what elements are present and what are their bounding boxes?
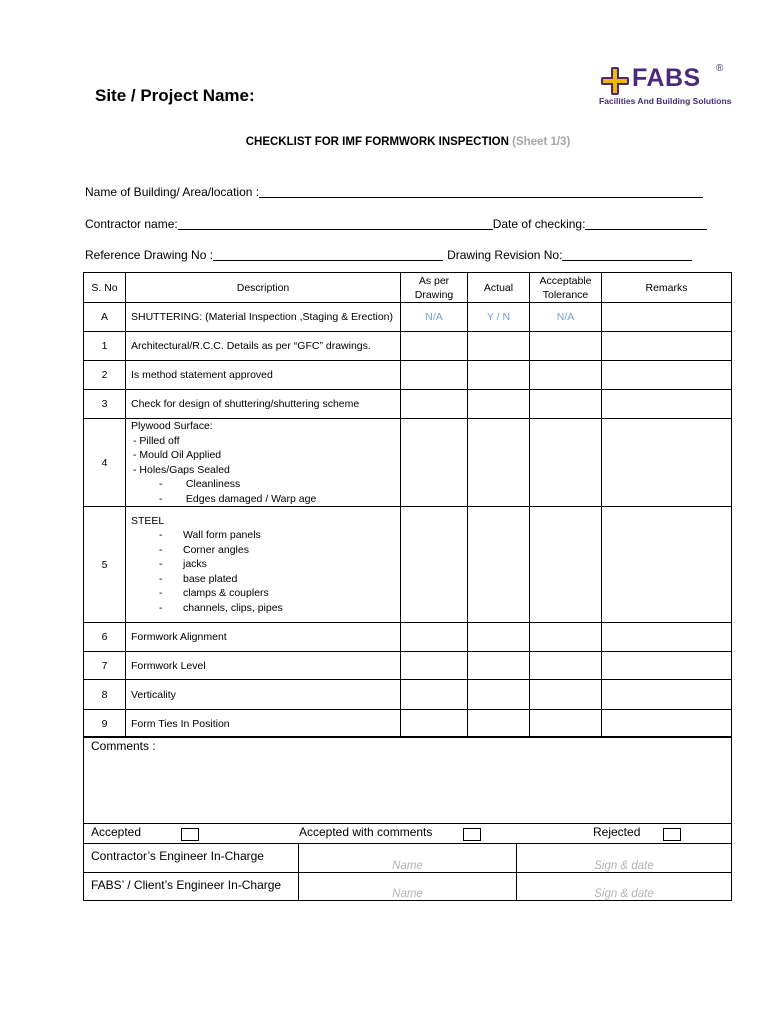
cross-logo-icon	[600, 66, 630, 96]
desc-subline: - clamps & couplers	[159, 587, 269, 600]
header-sno: S. No	[84, 273, 126, 303]
remarks-cell[interactable]	[602, 652, 732, 680]
contractor-input[interactable]	[178, 217, 493, 230]
building-input[interactable]	[259, 185, 703, 198]
table-row	[84, 303, 732, 332]
row-description	[126, 419, 401, 507]
tolerance-cell[interactable]	[530, 507, 602, 623]
table-row	[84, 710, 732, 738]
table-row	[84, 652, 732, 680]
tolerance-cell[interactable]	[530, 332, 602, 361]
row-sno: 3	[84, 390, 126, 419]
remarks-cell[interactable]	[602, 507, 732, 623]
client-name-field[interactable]: Name	[299, 873, 517, 901]
desc-line: Plywood Surface:	[131, 420, 213, 432]
row-description: Verticality	[126, 680, 401, 710]
table-row	[84, 507, 732, 623]
contractor-engineer-label: Contractor’s Engineer In-Charge	[84, 844, 299, 873]
checklist-table	[83, 272, 732, 738]
contractor-sign-field[interactable]: Sign & date	[517, 844, 732, 873]
table-header-row	[84, 273, 732, 303]
row-description: SHUTTERING: (Material Inspection ,Staging & Erection)	[126, 303, 401, 332]
row-sno: 6	[84, 623, 126, 652]
sheet-number: (Sheet 1/3)	[512, 136, 571, 148]
as-per-drawing-cell[interactable]	[401, 332, 468, 361]
tolerance-cell[interactable]	[530, 652, 602, 680]
ref-drawing-input[interactable]	[213, 248, 443, 261]
logo-brand: FABS	[632, 64, 701, 92]
accepted-checkbox[interactable]	[181, 828, 199, 841]
desc-subline: - Edges damaged / Warp age	[159, 492, 317, 505]
as-per-drawing-cell[interactable]	[401, 419, 468, 507]
row-sno: 2	[84, 361, 126, 390]
remarks-cell[interactable]	[602, 361, 732, 390]
date-checking-label: Date of checking:	[492, 217, 586, 231]
comments-label: Comments :	[91, 739, 156, 753]
actual-cell[interactable]	[468, 680, 530, 710]
actual-cell[interactable]	[468, 710, 530, 738]
tolerance-cell[interactable]	[530, 710, 602, 738]
table-row	[84, 419, 732, 507]
actual-cell[interactable]	[468, 652, 530, 680]
as-per-drawing-cell[interactable]	[401, 623, 468, 652]
decision-row	[84, 824, 732, 844]
table-row	[84, 680, 732, 710]
header-actual: Actual	[468, 273, 530, 303]
drawing-row	[85, 248, 692, 262]
row-sno: A	[84, 303, 126, 332]
table-row	[84, 390, 732, 419]
desc-subline: - base plated	[159, 572, 238, 585]
signoff-table	[83, 736, 732, 901]
as-per-drawing-cell[interactable]	[401, 652, 468, 680]
tolerance-cell[interactable]	[530, 419, 602, 507]
as-per-drawing-cell[interactable]	[401, 507, 468, 623]
client-sign-field[interactable]: Sign & date	[517, 873, 732, 901]
tolerance-cell[interactable]	[530, 361, 602, 390]
remarks-cell[interactable]	[602, 303, 732, 332]
remarks-cell[interactable]	[602, 680, 732, 710]
tolerance-cell[interactable]	[530, 390, 602, 419]
row-description: Formwork Alignment	[126, 623, 401, 652]
remarks-cell[interactable]	[602, 710, 732, 738]
logo-registered: ®	[716, 63, 724, 74]
as-per-drawing-cell[interactable]	[401, 710, 468, 738]
comments-box[interactable]	[84, 737, 732, 824]
as-per-drawing-cell[interactable]: N/A	[401, 303, 468, 332]
rejected-label: Rejected	[593, 825, 641, 839]
actual-cell[interactable]	[468, 623, 530, 652]
accepted-label: Accepted	[91, 825, 142, 839]
row-description: Check for design of shuttering/shuttering scheme	[126, 390, 401, 419]
desc-line: STEEL	[131, 514, 165, 527]
actual-cell[interactable]	[468, 390, 530, 419]
actual-cell[interactable]: Y / N	[468, 303, 530, 332]
header-description: Description	[126, 273, 401, 303]
row-sno: 1	[84, 332, 126, 361]
desc-subline: - channels, clips, pipes	[159, 601, 283, 614]
actual-cell[interactable]	[468, 361, 530, 390]
remarks-cell[interactable]	[602, 332, 732, 361]
tolerance-cell[interactable]: N/A	[530, 303, 602, 332]
contractor-label: Contractor name:	[85, 217, 178, 231]
tolerance-cell[interactable]	[530, 680, 602, 710]
building-label: Name of Building/ Area/location :	[85, 185, 260, 199]
row-sno: 7	[84, 652, 126, 680]
remarks-cell[interactable]	[602, 623, 732, 652]
header-remarks: Remarks	[602, 273, 732, 303]
accepted-with-comments-checkbox[interactable]	[463, 828, 481, 841]
row-sno: 9	[84, 710, 126, 738]
revision-label: Drawing Revision No:	[447, 248, 563, 262]
desc-subline: - Cleanliness	[159, 478, 241, 490]
contractor-name-field[interactable]: Name	[299, 844, 517, 873]
title-text: CHECKLIST FOR IMF FORMWORK INSPECTION	[245, 136, 509, 148]
desc-line: - Holes/Gaps Sealed	[133, 463, 230, 476]
table-row	[84, 361, 732, 390]
as-per-drawing-cell[interactable]	[401, 390, 468, 419]
row-sno: 4	[84, 419, 126, 507]
row-description: Form Ties In Position	[126, 710, 401, 738]
remarks-cell[interactable]	[602, 390, 732, 419]
header-as-per-drawing: As per Drawing	[401, 273, 468, 303]
desc-line: - Mould Oil Applied	[133, 449, 222, 461]
as-per-drawing-cell[interactable]	[401, 680, 468, 710]
rejected-checkbox[interactable]	[663, 828, 681, 841]
desc-subline: - jacks	[159, 558, 207, 571]
table-row	[84, 332, 732, 361]
as-per-drawing-cell[interactable]	[401, 361, 468, 390]
client-engineer-label: FABS’ / Client’s Engineer In-Charge	[84, 873, 299, 901]
desc-line: - Pilled off	[133, 434, 180, 447]
row-description: Formwork Level	[126, 652, 401, 680]
contractor-row	[85, 217, 707, 231]
row-description: Architectural/R.C.C. Details as per “GFC” drawings.	[126, 332, 401, 361]
date-checking-input[interactable]	[585, 217, 707, 230]
revision-input[interactable]	[562, 248, 692, 261]
site-project-label: Site / Project Name:	[95, 86, 255, 105]
table-row	[84, 623, 732, 652]
accepted-with-comments-label: Accepted with comments	[299, 825, 433, 839]
fabs-logo	[600, 64, 730, 110]
document-title	[0, 136, 768, 148]
actual-cell[interactable]	[468, 507, 530, 623]
header-tolerance: Acceptable Tolerance	[530, 273, 602, 303]
desc-subline: - Wall form panels	[159, 529, 261, 542]
desc-subline: - Corner angles	[159, 543, 249, 556]
actual-cell[interactable]	[468, 332, 530, 361]
logo-tagline: Facilities And Building Solutions	[599, 96, 732, 106]
row-sno: 5	[84, 507, 126, 623]
building-field	[85, 185, 703, 199]
remarks-cell[interactable]	[602, 419, 732, 507]
actual-cell[interactable]	[468, 419, 530, 507]
row-sno: 8	[84, 680, 126, 710]
ref-drawing-label: Reference Drawing No :	[85, 248, 214, 262]
tolerance-cell[interactable]	[530, 623, 602, 652]
row-description	[126, 507, 401, 623]
row-description: Is method statement approved	[126, 361, 401, 390]
